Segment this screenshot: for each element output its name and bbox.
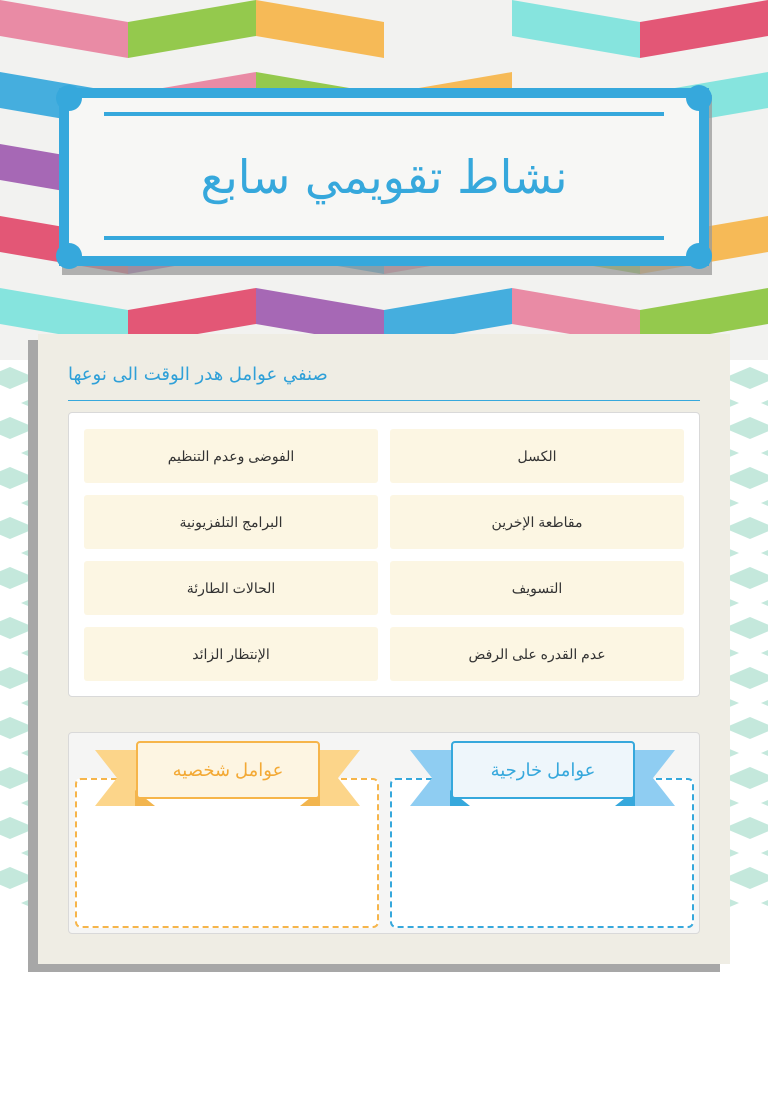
diamond-shape (724, 567, 768, 589)
diamond-shape (761, 392, 768, 414)
drag-item[interactable]: الإنتظار الزائد (84, 627, 378, 681)
chevron-stripe (128, 0, 256, 58)
diamond-shape (724, 817, 768, 839)
instruction-text: صنفي عوامل هدر الوقت الى نوعها (68, 364, 328, 385)
chevron-stripe (256, 0, 384, 58)
diamond-shape (724, 667, 768, 689)
diamond-shape (761, 692, 768, 714)
chevron-stripe (640, 0, 768, 58)
chevron-stripe (0, 0, 128, 58)
drag-item[interactable]: الفوضى وعدم التنظيم (84, 429, 378, 483)
diamond-shape (724, 467, 768, 489)
personal-factors-label: عوامل شخصيه (136, 741, 320, 799)
drag-item[interactable]: مقاطعة الإخرين (390, 495, 684, 549)
diamond-shape (761, 842, 768, 864)
diamond-shape (724, 517, 768, 539)
drag-item[interactable]: عدم القدره على الرفض (390, 627, 684, 681)
chevron-stripe (512, 0, 640, 58)
page-title: نشاط تقويمي سابع (200, 150, 568, 204)
drag-item[interactable]: الكسل (390, 429, 684, 483)
drag-item[interactable]: البرامج التلفزيونية (84, 495, 378, 549)
diamond-shape (724, 867, 768, 889)
diamond-shape (761, 742, 768, 764)
diamond-shape (724, 417, 768, 439)
diamond-shape (761, 592, 768, 614)
diamond-shape (761, 642, 768, 664)
diamond-shape (761, 492, 768, 514)
instruction-divider (68, 400, 700, 401)
diamond-shape (724, 617, 768, 639)
diamond-shape (724, 717, 768, 739)
drag-item[interactable]: الحالات الطارئة (84, 561, 378, 615)
diamond-shape (761, 542, 768, 564)
external-factors-label: عوامل خارجية (451, 741, 635, 799)
diamond-shape (724, 767, 768, 789)
diamond-shape (724, 367, 768, 389)
chevron-stripe (384, 0, 512, 58)
diamond-shape (761, 792, 768, 814)
drag-item[interactable]: التسويف (390, 561, 684, 615)
diamond-shape (761, 892, 768, 914)
diamond-shape (761, 442, 768, 464)
